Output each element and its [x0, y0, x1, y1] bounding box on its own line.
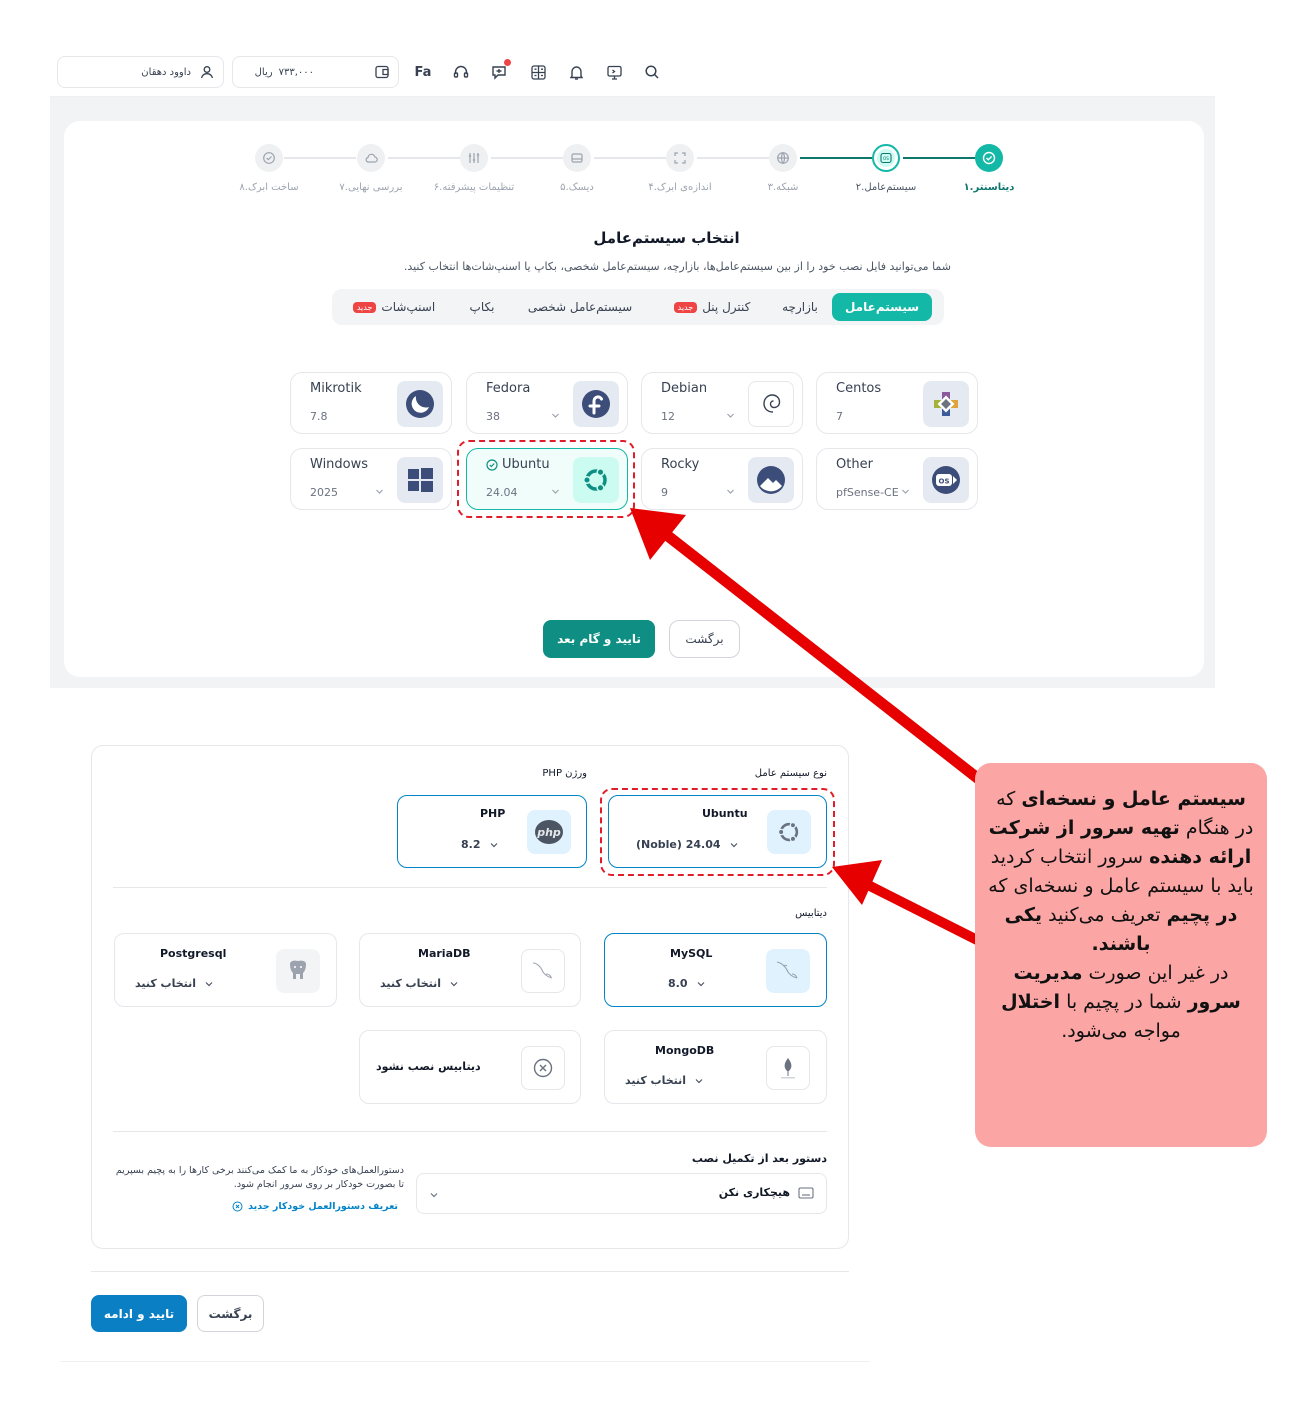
os-version: 12 — [661, 410, 675, 423]
back-button-2[interactable]: برگشت — [197, 1295, 264, 1332]
step-label-create: ۸.ساخت ابرک — [239, 182, 299, 193]
svg-text:php: php — [537, 826, 561, 839]
currency-label: ریال — [254, 66, 273, 78]
callout-text: در پچیم — [1166, 904, 1238, 926]
os-version: 7.8 — [310, 410, 328, 423]
svg-text:OS: OS — [938, 477, 950, 486]
os-version: 38 — [486, 410, 500, 423]
step-label-network: ۳.شبکه — [767, 182, 799, 193]
db-select-text: انتخاب کنید — [625, 1074, 687, 1087]
os-name: Fedora — [486, 381, 531, 396]
os-type-label: نوع سیستم عامل — [754, 768, 827, 779]
os-name: Windows — [310, 457, 369, 472]
callout-text: که در هنگام — [996, 788, 1254, 839]
db-version-text: 8.0 — [668, 977, 688, 990]
language-switch[interactable]: Fa — [414, 64, 432, 80]
php-name: PHP — [480, 807, 506, 820]
step-label-size: ۴.اندازه‌ی ابرک — [648, 182, 712, 193]
callout-text: در غیر این صورت — [1088, 962, 1229, 984]
arrow-to-os-type — [832, 860, 985, 944]
page-title: انتخاب سیستم‌عامل — [593, 229, 740, 247]
post-install-label: دستور بعد از تکمیل نصب — [691, 1152, 827, 1165]
php-version-text: 8.2 — [461, 838, 481, 851]
os-type-name: Ubuntu — [702, 807, 748, 820]
tab-personal-os[interactable]: سیستم‌عامل شخصی — [527, 300, 633, 314]
step-label-datacenter: ۱.دیتاسنتر — [963, 182, 1015, 193]
step-label-os: ۲.سیستم‌عامل — [855, 182, 917, 193]
balance-amount: ۷۳۳,۰۰۰ — [278, 66, 314, 78]
post-install-value-text: هیچکاری نکن — [718, 1186, 790, 1199]
callout-text: سیستم عامل و نسخه‌ای — [1021, 788, 1246, 810]
callout-text: یکی باشند. — [1004, 904, 1151, 955]
page-subtitle: شما می‌توانید فایل نصب خود را از بین سیستم‌عامل‌ها، بازارچه، سیستم‌عامل شخصی، بکاپ یا اسنپ‌شات‌ها انتخاب کنید. — [403, 260, 951, 273]
confirm-continue-button[interactable]: تایید و ادامه — [91, 1295, 187, 1332]
os-name: Mikrotik — [310, 381, 362, 396]
callout-text: تهیه سرور از شرکت ارائه دهنده — [988, 817, 1252, 868]
link-text: تعریف دستورالعمل خودکار جدید — [248, 1201, 398, 1212]
arrow-to-ubuntu-card — [630, 508, 985, 784]
os-version: 7 — [836, 410, 843, 423]
tab-backup[interactable]: بکاپ — [469, 300, 495, 314]
step-label-review: ۷.بررسی نهایی — [339, 182, 403, 193]
annotation-callout — [975, 763, 1267, 1147]
user-name: داوود دهقان — [141, 66, 191, 78]
os-version: 24.04 — [486, 486, 518, 499]
os-version: pfSense-CE — [836, 486, 899, 499]
step-label-advanced: ۶.تنظیمات پیشرفته — [433, 182, 515, 193]
db-name: Postgresql — [160, 947, 227, 960]
os-name-text: Ubuntu — [502, 457, 550, 472]
db-name: MariaDB — [418, 947, 471, 960]
confirm-next-button[interactable]: تایید و گام بعد — [543, 620, 655, 658]
tab-label: اسنپ‌شات — [381, 300, 436, 314]
callout-text: مدیریت سرور — [1013, 962, 1241, 1013]
auto-help-text: دستورالعمل‌های خودکار به ما کمک می‌کنند برخی کارها را به پچیم بسپریم تا بصورت خودکار بر روی سرور انجام شود. — [115, 1165, 404, 1190]
tab-label: کنترل پنل — [702, 300, 751, 314]
callout-text: اختلال — [1001, 991, 1061, 1013]
os-version: 2025 — [310, 486, 338, 499]
os-name: Rocky — [661, 457, 700, 472]
callout-text: تعریف می‌کنید — [1048, 904, 1161, 926]
os-version-text: (Noble) 24.04 — [636, 838, 721, 851]
new-badge: جدید — [674, 302, 698, 313]
os-version: 9 — [661, 486, 668, 499]
database-label: دیتابیس — [795, 908, 827, 919]
callout-text: سرور انتخاب کردید باید با سیستم عامل و نسخه‌ای که — [988, 846, 1254, 897]
tab-os[interactable]: سیستم‌عامل — [832, 293, 932, 321]
os-name: Centos — [836, 381, 882, 396]
db-name: MySQL — [670, 947, 713, 960]
php-version-label: ورژن PHP — [542, 768, 587, 779]
db-name: MongoDB — [655, 1044, 715, 1057]
new-badge: جدید — [353, 302, 377, 313]
db-select-text: انتخاب کنید — [380, 977, 442, 990]
svg-text:OS: OS — [883, 156, 889, 161]
no-db-text: دیتابیس نصب نشود — [376, 1060, 481, 1073]
os-name: Debian — [661, 381, 708, 396]
db-select-text: انتخاب کنید — [135, 977, 197, 990]
callout-text: مواجه می‌شود. — [1061, 1020, 1181, 1042]
step-label-disk: ۵.دیسک — [560, 182, 594, 193]
tab-market[interactable]: بازارچه — [782, 300, 818, 314]
callout-text: شما در پچیم با — [1066, 991, 1182, 1013]
os-name: Other — [836, 457, 873, 472]
back-button[interactable]: برگشت — [669, 620, 740, 658]
